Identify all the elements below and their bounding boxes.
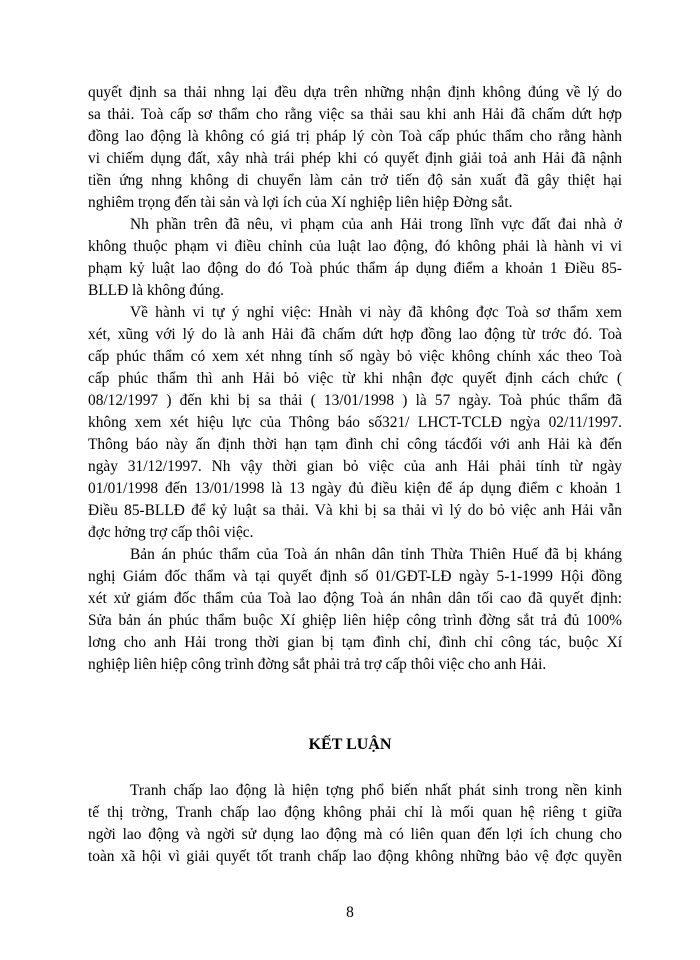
body-text-line: Điều 85-BLLĐ để kỷ luật sa thải. Và khi bị sa thải vì lý do bỏ việc anh Hải vẫn [88,502,622,519]
body-text-line: phạm kỷ luật lao động do đó Toà phúc thẩm áp dụng điểm a khoản 1 Điều 85- [88,260,622,277]
body-text-line: ngày 31/12/1997. Nh vậy thời gian bỏ việc của anh Hải phải tính từ ngày [88,458,622,475]
body-text-line: nghị Giám đốc thẩm và tại quyết định số 01/GĐT-LĐ ngày 5-1-1999 Hội đồng [88,568,622,585]
page-number: 8 [346,904,354,921]
body-text-line: cấp phúc thẩm có xem xét nhng tính số ngày bỏ việc không chính xác theo Toà [88,348,622,365]
body-text-line: tiền ứng nhng không di chuyển làm cản trở tiến độ sản xuất đã gây thiệt hại [88,172,622,189]
body-text-line: không thuộc phạm vi điều chỉnh của luật lao động, đó không phải là hành vi vi [88,238,622,255]
body-text-line: nghiệp liên hiệp công trình đờng sắt phải trả trợ cấp thôi việc cho anh Hải. [88,656,547,673]
body-text-line: xét xử giám đốc thẩm của Toà lao động Toà án nhân dân tối cao đã quyết định: [88,590,622,607]
body-text-line: cấp phúc thẩm thì anh Hải bỏ việc từ khi nhận đợc quyết định cách chức ( [88,370,622,387]
body-text-line: Tranh chấp lao động là hiện tợng phổ biến nhất phát sinh trong nền kinh [130,782,622,799]
body-text-line: Bản án phúc thẩm của Toà án nhân dân tỉnh Thừa Thiên Huế đã bị kháng [130,546,622,563]
body-text-line: BLLĐ là không đúng. [88,282,224,299]
body-text-line: Thông báo này ấn định thời hạn tạm đình chỉ công tácđối với anh Hải kà đến [88,436,622,453]
body-text-line: xét, xũng với lý do là anh Hải đã chấm dứt hợp đồng lao động từ trớc đó. Toà [88,326,622,343]
body-text-line: tế thị trờng, Tranh chấp lao động không phải chỉ là mối quan hệ riêng t giữa [88,804,622,821]
body-text-line: Về hành vi tự ý nghỉ việc: Hnàh vi này đã không đợc Toà sơ thẩm xem [130,304,622,321]
body-text-line: quyết định sa thải nhng lại đều dựa trên những nhận định không đúng về lý do [88,84,622,101]
body-text-line: đồng lao động là không có giá trị pháp lý còn Toà cấp phúc thẩm cho rằng hành [88,128,622,145]
body-text-line: nghiêm trọng đến tài sản và lợi ích của Xí nghiệp liên hiệp Đờng sắt. [88,194,513,211]
body-text-line: không xem xét hiệu lực của Thông báo số321/ LHCT-TCLĐ ngỳa 02/11/1997. [88,414,622,431]
body-text-line: sa thải. Toà cấp sơ thẩm cho rằng việc sa thải sau khi anh Hải đã chấm dứt hợp [88,106,622,123]
body-text-line: ngời lao động và ngời sử dụng lao động mà có liên quan đến lợi ích chung cho [88,826,622,843]
body-text-line: 01/01/1998 đến 13/01/1998 là 13 ngày đủ điều kiện để áp dụng điểm c khoản 1 [88,480,622,497]
body-text-line: đợc hởng trợ cấp thôi việc. [88,524,254,541]
body-text-line: lơng cho anh Hải trong thời gian bị tạm đình chỉ, đình chỉ công tác, buộc Xí [88,634,622,651]
body-text-line: 08/12/1997 ) đến khi bị sa thải ( 13/01/1998 ) là 57 ngày. Toà phúc thẩm đã [88,392,622,409]
body-text-line: Nh phần trên đã nêu, vi phạm của anh Hải trong lĩnh vực đất đai nhà ở [130,216,622,233]
section-heading: KẾT LUẬN [308,736,392,753]
body-text-line: vi chiếm dụng đất, xây nhà trái phép khi có quyết định giải toả anh Hải đã nậnh [88,150,622,167]
body-text-line: Sửa bản án phúc thẩm buộc Xí ghiệp liên hiệp công trình đờng sắt trả đủ 100% [88,612,622,629]
body-text-line: toàn xã hội vì giải quyết tốt tranh chấp lao động không những bảo vệ đợc quyền [88,848,622,865]
